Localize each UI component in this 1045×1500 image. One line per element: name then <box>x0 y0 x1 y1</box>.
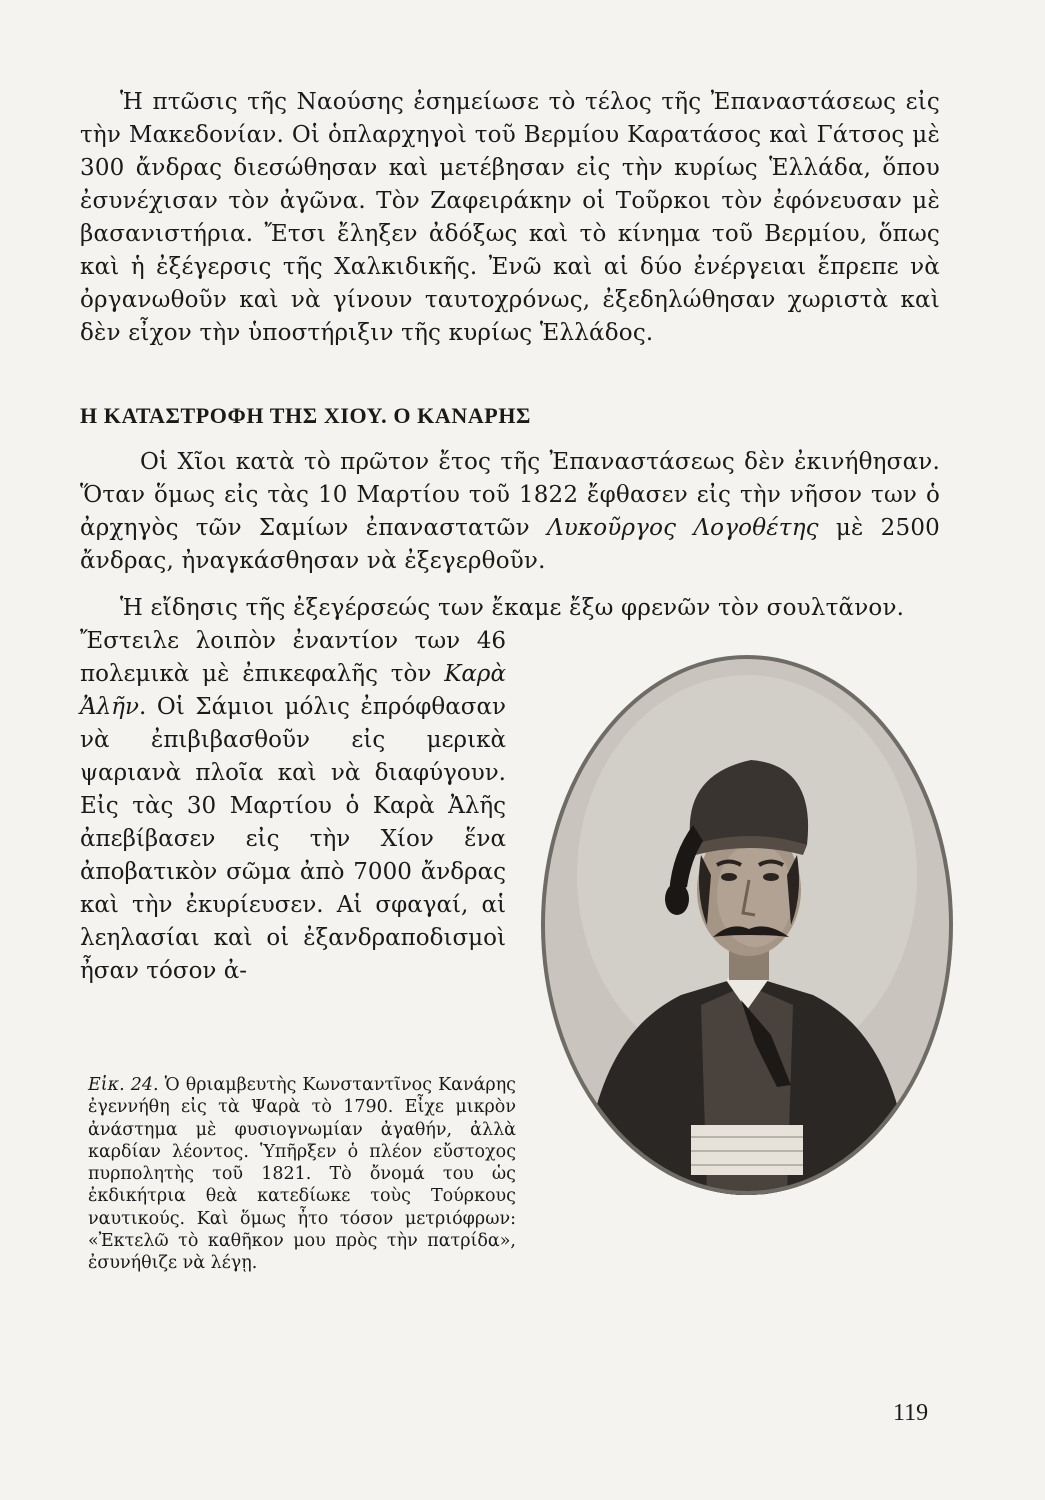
paragraph-kara-ali-text-2: . Οἱ Σάμιοι μόλις ἐπρόφθασαν νὰ ἐπιβιβασθοῦν εἰς μερικὰ ψαριανὰ πλοῖα καὶ νὰ διαφύγουν. Εἰς τὰς 30 Μαρτίου ὁ Καρὰ Ἀλῆς ἀπεβίβασεν εἰς τὴν Χίον ἕνα ἀποβατικὸν σῶμα ἀπὸ 7000 ἄνδρας καὶ τὴν ἐκυρίευσεν. Αἱ σφαγαί, αἱ λεηλασίαι καὶ οἱ ἐξανδραποδισμοὶ ἦσαν τόσον ἀ- <box>80 694 506 984</box>
paragraph-naousa: Ἡ πτῶσις τῆς Ναούσης ἐσημείωσε τὸ τέλος τῆς Ἐπαναστάσεως εἰς τὴν Μακεδονίαν. Οἱ ὁπλαρχηγοὶ τοῦ Βερμίου Καρατάσος καὶ Γάτσος μὲ 300 ἄνδρας διεσώθησαν καὶ μετέβησαν εἰς τὴν κυρίως Ἑλλάδα, ὅπου ἐσυνέχισαν τὸν ἀγῶνα. Τὸν Ζαφειράκην οἱ Τοῦρκοι τὸν ἐφόνευσαν μὲ βασανιστήρια. Ἔτσι ἔληξεν ἀδόξως καὶ τὸ κίνημα τοῦ Βερμίου, ὅπως καὶ ἡ ἐξέγερσις τῆς Χαλκιδικῆς. Ἐνῶ καὶ αἱ δύο ἐνέργειαι ἔπρεπε νὰ ὀργανωθοῦν καὶ νὰ γίνουν ταυτοχρόνως, ἐξεδηλώθησαν χωριστὰ καὶ δὲν εἶχον τὴν ὑποστήριξιν τῆς κυρίως Ἑλλάδος. <box>80 89 940 346</box>
paragraph-chios-text-1: Οἱ Χῖοι κατὰ τὸ πρῶτον ἔτος τῆς Ἐπαναστάσεως δὲν ἐκινήθησαν. Ὅταν ὅμως εἰς τὰς 10 Μαρτίου τοῦ 1822 ἔφθασεν εἰς τὴν νῆσον των ὁ ἀρχηγὸς τῶν Σαμίων ἐπαναστατῶν <box>80 449 940 541</box>
caption-text: Ὁ θριαμβευτὴς Κωνσταντῖνος Κανάρης ἐγεννήθη εἰς τὰ Ψαρὰ τὸ 1790. Εἶχε μικρὸν ἀνάστημα μὲ φυσιογνωμίαν ἀγαθήν, ἀλλὰ καρδίαν λέοντος. Ὑπῆρξεν ὁ πλέον εὔστοχος πυρπολητὴς τοῦ 1821. Τὸ ὄνομά του ὡς ἐκδικήτρια θεὰ κατεδίωκε τοὺς Τούρκους ναυτικούς. Καὶ ὅμως ἦτο τόσον μετριόφρων: «Ἐκτελῶ τὸ καθῆκον μου πρὸς τὴν πατρίδα», ἐσυνήθιζε νὰ λέγῃ. <box>88 1075 516 1274</box>
paragraph-chios-text-2: μὲ 2500 ἄνδρας, ἠναγκάσθησαν νὰ ἐξεγερθοῦν. <box>80 515 940 574</box>
paragraph-sultan-line: Ἡ εἴδησις τῆς ἐξεγέρσεώς των ἔκαμε ἔξω φρενῶν τὸν σουλτᾶνον. <box>120 595 905 621</box>
name-kara-ali: Καρὰ Ἀλῆν <box>80 661 506 720</box>
portrait-kanaris <box>541 655 953 1195</box>
portrait-illustration <box>541 655 953 1195</box>
figure-label: Εἰκ. 24. <box>88 1075 159 1095</box>
figure-caption <box>88 1074 516 1275</box>
paragraph-chios <box>80 446 940 578</box>
paragraph-kara-ali <box>80 625 506 988</box>
name-lykourgos: Λυκοῦργος Λογοθέτης <box>546 515 819 541</box>
paragraph-kara-ali-text-1: Ἔστειλε λοιπὸν ἐναντίον των 46 πολεμικὰ μὲ ἐπικεφαλῆς τὸν <box>80 628 506 687</box>
section-heading: Η ΚΑΤΑΣΤΡΟΦΗ ΤΗΣ ΧΙΟΥ. Ο ΚΑΝΑΡΗΣ <box>80 403 532 428</box>
page-number: 119 <box>893 1400 929 1426</box>
